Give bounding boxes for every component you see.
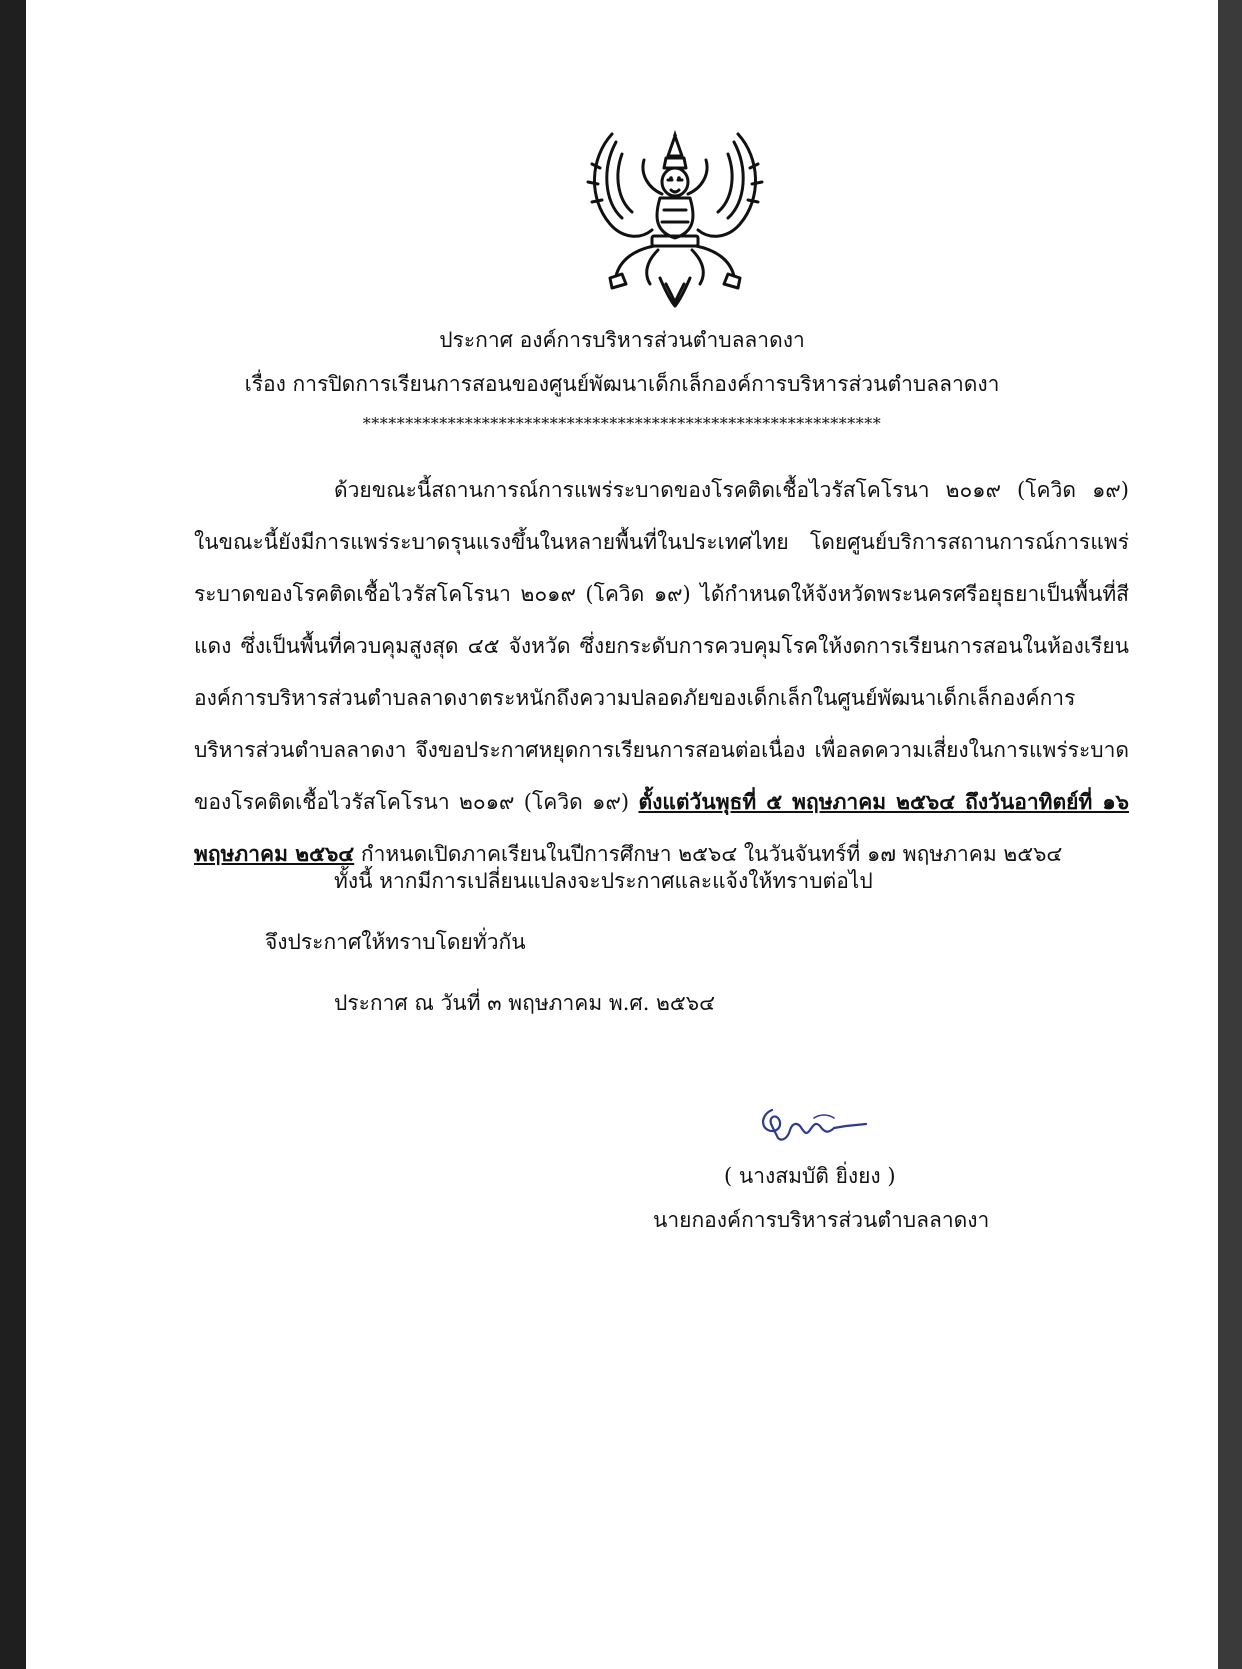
signatory-name: ( นางสมบัติ ยิ่งยง ) [724,1164,896,1188]
closing-note: ทั้งนี้ หากมีการเปลี่ยนแปลงจะประกาศและแจ้งให้ทราบต่อไป [334,869,873,893]
announcement-body [194,464,1129,880]
document-page [26,0,1218,1669]
garuda-emblem-icon [582,128,768,310]
announcement-date: ประกาศ ณ วันที่ ๓ พฤษภาคม พ.ศ. ๒๕๖๔ [334,991,716,1015]
announcement-title: ประกาศ องค์การบริหารส่วนตำบลลาดงา [439,328,805,352]
reopening-text: กำหนดเปิดภาคเรียนในปีการศึกษา ๒๕๖๔ ในวันจันทร์ที่ ๑๗ พฤษภาคม ๒๕๖๔ [360,842,1063,866]
announcement-subject: เรื่อง การปิดการเรียนการสอนของศูนย์พัฒนาเด็กเล็กองค์การบริหารส่วนตำบลลาดงา [244,372,1000,396]
body-main-text: ด้วยขณะนี้สถานการณ์การแพร่ระบาดของโรคติดเชื้อไวรัสโคโรนา ๒๐๑๙ (โควิด ๑๙) ในขณะนี้ยังมีการแพร่ระบาดรุนแรงขึ้นในหลายพื้นที่ในประเทศไทย โดยศูนย์บริการสถานการณ์การแพร่ระบาดของโรคติดเชื้อไวรัสโคโรนา ๒๐๑๙ (โควิด ๑๙) ได้กำหนดให้จังหวัดพระนครศรีอยุธยาเป็นพื้นที่สีแดง ซึ่งเป็นพื้นที่ควบคุมสูงสุด ๔๕ จังหวัด ซึ่งยกระดับการควบคุมโรคให้งดการเรียนการสอนในห้องเรียน องค์การบริหารส่วนตำบลลาดงาตระหนักถึงความปลอดภัยของเด็กเล็กในศูนย์พัฒนาเด็กเล็กองค์การบริหารส่วนตำบลลาดงา จึงขอประกาศหยุดการเรียนการสอนต่อเนื่อง เพื่อลดความเสี่ยงในการแพร่ระบาดของโรคติดเชื้อไวรัสโคโรนา ๒๐๑๙ (โควิด ๑๙) [194,478,1129,814]
star-separator: ************************************************************* [362,414,882,433]
closure-period: ตั้งแต่วันพุธที่ ๕ พฤษภาคม ๒๕๖๔ ถึงวันอาทิตย์ที่ ๑๖ พฤษภาคม ๒๕๖๔ [194,789,1129,866]
handwritten-signature [754,1104,874,1150]
page-edge-shadow [1218,0,1242,1669]
signatory-position: นายกองค์การบริหารส่วนตำบลลาดงา [653,1208,990,1232]
announcement-line: จึงประกาศให้ทราบโดยทั่วกัน [265,930,526,954]
